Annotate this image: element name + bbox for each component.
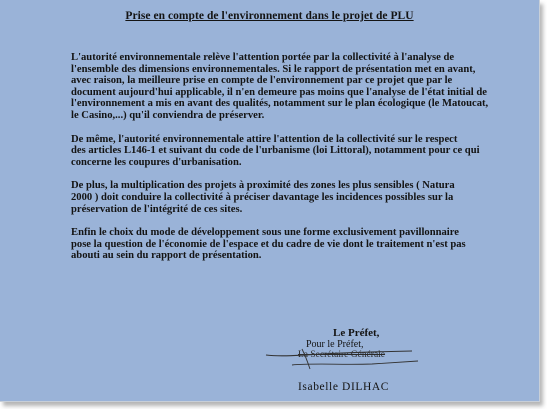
text-line: 2000 ) doit conduire la collectivité à préciser davantage les incidences possibles sur la xyxy=(71,191,454,203)
text-line: le Casino,...) qu'il conviendra de préserver. xyxy=(71,109,265,121)
text-line: De même, l'autorité environnementale attire l'attention de la collectivité sur le respect xyxy=(71,133,458,145)
text-line: l'environnement a mis en avant des qualités, notamment sur le plan écologique (le Matoucat, xyxy=(71,98,489,110)
text-line: L'autorité environnementale relève l'attention portée par la collectivité à l'analyse de xyxy=(71,52,455,63)
paragraph-environment-analysis xyxy=(40,52,502,122)
document-title: Prise en compte de l'environnement dans le projet de PLU xyxy=(125,10,414,22)
paragraph-development-mode xyxy=(40,227,502,262)
text-line: pose la question de l'économie de l'espace et du cadre de vie dont le traitement n'est pas xyxy=(71,238,466,250)
text-line: abouti au sein du rapport de présentation. xyxy=(71,250,262,262)
text-line: avec raison, la meilleure prise en compte de l'environnement par ce projet que par le xyxy=(71,75,453,87)
text-line: De plus, la multiplication des projets à proximité des zones les plus sensibles ( Natura xyxy=(71,180,455,192)
signatory-name: Isabelle DILHAC xyxy=(298,381,390,393)
signature-struck-title: La Secrétaire Générale xyxy=(298,350,386,360)
text-line: concerne les coupures d'urbanisation. xyxy=(71,156,242,168)
signature-subtitle: Pour le Préfet, xyxy=(306,339,364,350)
text-line: préservation de l'intégrité de ces sites. xyxy=(71,203,243,215)
handwritten-signature-icon xyxy=(262,343,422,373)
paragraph-natura-2000 xyxy=(40,180,502,215)
document-body xyxy=(40,52,502,274)
paragraph-loi-littoral xyxy=(40,134,502,169)
text-line: Enfin le choix du mode de développement sous une forme exclusivement pavillonnaire xyxy=(71,227,459,239)
text-line: des articles L146-1 et suivant du code de l'urbanisme (loi Littoral), notamment pour ce qui xyxy=(71,145,480,157)
text-line: l'ensemble des dimensions environnementales. Si le rapport de présentation met en avant, xyxy=(71,63,476,75)
signature-title: Le Préfet, xyxy=(333,327,380,339)
text-line: document aujourd'hui applicable, il n'en demeure pas moins que l'analyse de l'état initial de xyxy=(71,86,487,98)
